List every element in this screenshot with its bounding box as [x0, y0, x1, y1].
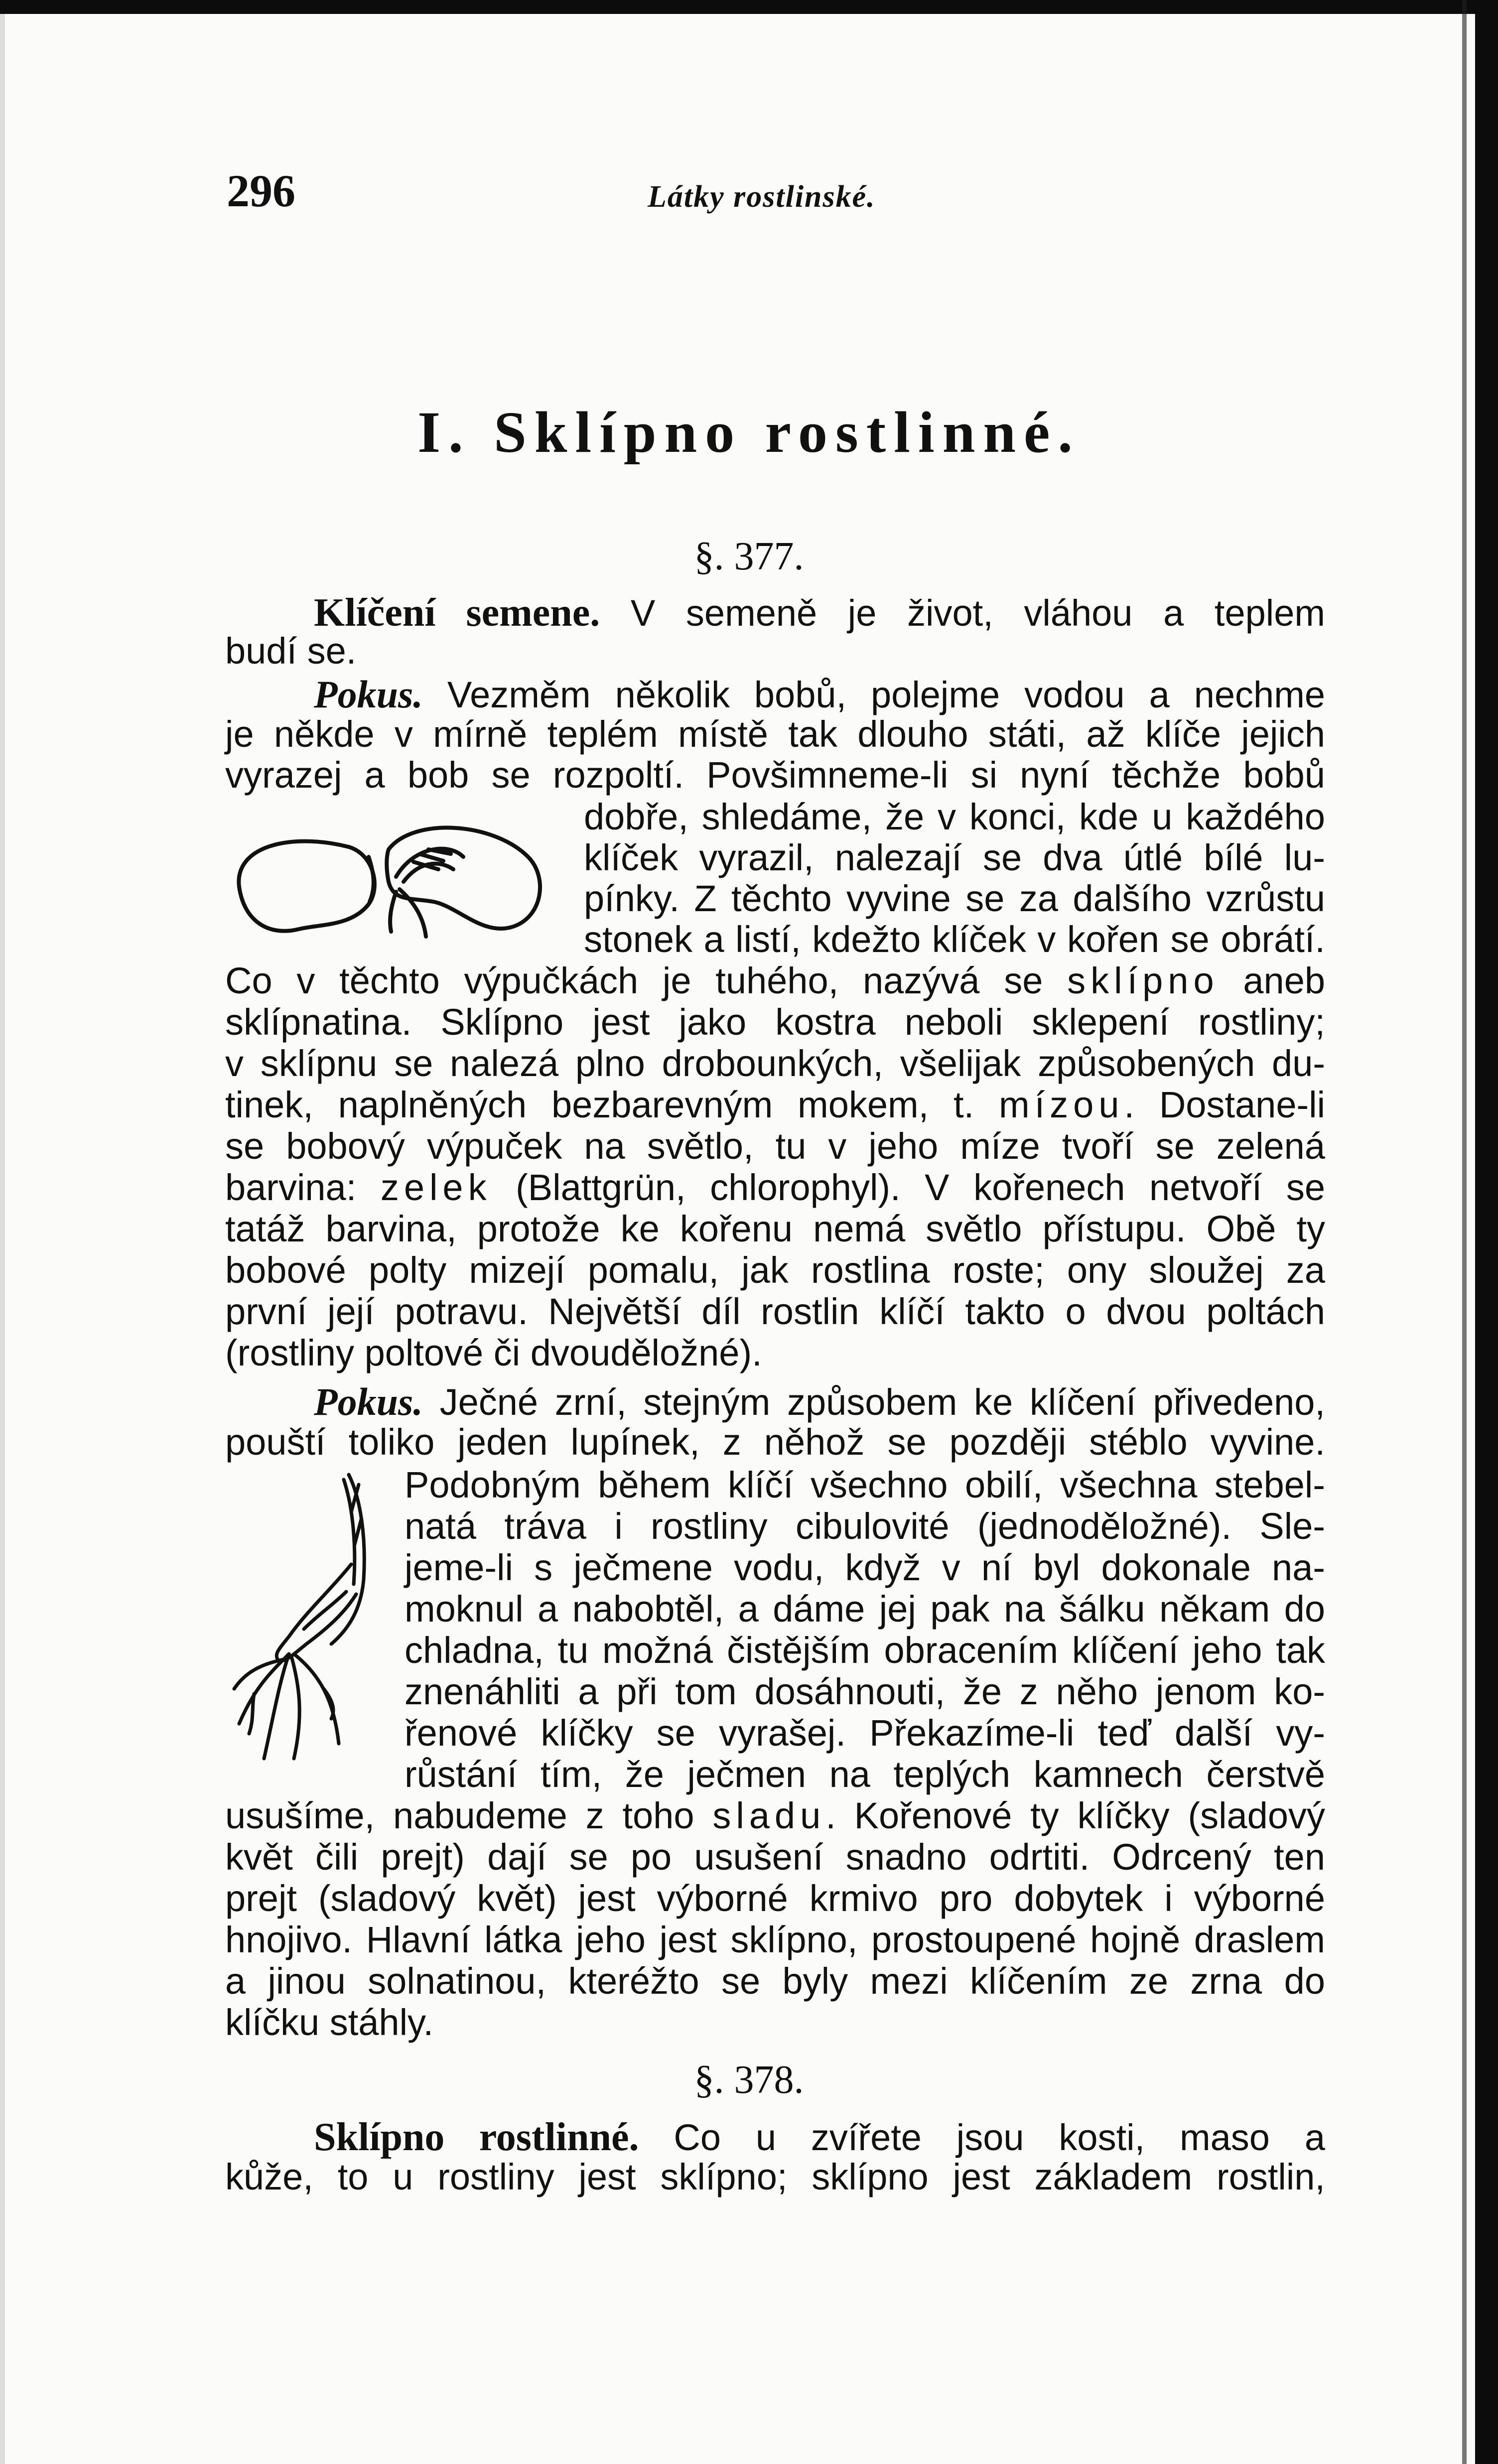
text-line: (rostliny poltové či dvouděložné).	[225, 1332, 762, 1373]
text-line: budí se.	[225, 630, 357, 672]
text-line: chladna, tu možná čistějším obracením klíčení jeho tak	[405, 1630, 1325, 1671]
text-line: kůže, to u rostliny jest sklípno; sklípno jest základem rostlin,	[225, 2156, 1325, 2197]
text-line: tinek, naplněných bezbarevným mokem, t. mízou. Dostane-li	[225, 1084, 1326, 1125]
chapter-title: I. Sklípno rostlinné.	[417, 400, 1081, 465]
text-line: tatáž barvina, protože ke kořenu nemá světlo přístupu. Obě ty	[225, 1208, 1325, 1249]
text-line: klíčku stáhly.	[225, 2002, 434, 2043]
text-line: Co v těchto výpučkách je tuhého, nazývá se sklípno aneb	[225, 960, 1326, 1001]
text-line: dobře, shledáme, že v konci, kde u každého	[584, 796, 1325, 837]
text-line: Pokus. Vezměm několik bobů, polejme vodou a nechme	[314, 673, 1325, 716]
text-line: je někde v mírně teplém místě tak dlouho státi, až klíče jejich	[225, 713, 1325, 755]
text-line: Sklípno rostlinné. Co u zvířete jsou kosti, maso a	[314, 2115, 1325, 2159]
text-line: Pokus. Ječné zrní, stejným způsobem ke klíčení přivedeno,	[314, 1380, 1325, 1423]
text-line: a jinou solnatinou, kteréžto se byly mezi klíčením ze zrna do	[225, 1960, 1325, 2002]
barley-seedling-figure	[224, 1465, 389, 1774]
term-sklipno: sklípno	[1067, 960, 1219, 1001]
text-line: klíček vyrazil, nalezají se dva útlé bílé lu-	[584, 837, 1325, 878]
text-line: hnojivo. Hlavní látka jeho jest sklípno, prostoupené hojně draslem	[225, 1919, 1325, 1960]
text-line: řenové klíčky se vyrašej. Překazíme-li teď další vy-	[405, 1712, 1325, 1754]
text-line: natá tráva i rostliny cibulovité (jednoděložné). Sle-	[405, 1506, 1325, 1547]
text-line: usušíme, nabudeme z toho sladu. Kořenové ty klíčky (sladový	[225, 1795, 1325, 1836]
text-line: Klíčení semene. V semeně je život, vláhou a teplem	[314, 591, 1325, 635]
text-line: květ čili prejt) dají se po usušení snadno odrtiti. Odrcený ten	[225, 1836, 1325, 1878]
section-number-377: §. 377.	[694, 535, 804, 578]
text-line: sklípnatina. Sklípno jest jako kostra neboli sklepení rostliny;	[225, 1001, 1325, 1043]
experiment-label: Pokus.	[314, 1380, 423, 1423]
text-line: vyrazej a bob se rozpoltí. Povšimneme-li si nyní těchže bobů	[225, 754, 1325, 796]
text-line: pínky. Z těchto vyvine se za dalšího vzrůstu	[584, 878, 1325, 919]
experiment-label: Pokus.	[314, 673, 423, 716]
text-line: v sklípnu se nalezá plno drobounkých, všelijak způsobených du-	[225, 1043, 1325, 1084]
bean-seedling-figure	[224, 802, 553, 952]
text-line: pouští toliko jeden lupínek, z něhož se později stéblo vyvine.	[225, 1421, 1325, 1463]
paragraph-heading: Sklípno rostlinné.	[314, 2115, 639, 2159]
text-line: znenáhliti a při tom dosáhnouti, že z něho jenom ko-	[405, 1671, 1325, 1712]
section-number-378: §. 378.	[694, 2058, 804, 2102]
text-line: stonek a listí, kdežto klíček v kořen se obrátí.	[584, 919, 1325, 960]
text-line: první její potravu. Největší díl rostlin klíčí takto o dvou poltách	[225, 1291, 1325, 1332]
text-line: barvina: zelek (Blattgrün, chlorophyl). V kořenech netvoří se	[225, 1167, 1325, 1208]
text-line: moknul a nabobtěl, a dáme jej pak na šálku někam do	[405, 1588, 1325, 1630]
term-miza: mízou	[998, 1084, 1124, 1125]
paragraph-heading: Klíčení semene.	[314, 591, 600, 635]
text-line: jeme-li s ječmene vodu, když v ní byl dokonale na-	[405, 1547, 1325, 1588]
term-slad: sladu	[712, 1795, 826, 1836]
text-line: se bobový výpuček na světlo, tu v jeho míze tvoří se zelená	[225, 1125, 1325, 1167]
term-zelek: zelek	[380, 1167, 492, 1208]
scan-edge-top	[0, 0, 1498, 14]
page-number: 296	[227, 165, 295, 216]
text-line: prejt (sladový květ) jest výborné krmivo pro dobytek i výborné	[225, 1878, 1325, 1919]
text-line: růstání tím, že ječmen na teplých kamnech čerstvě	[405, 1754, 1325, 1795]
running-title: Látky rostlinské.	[648, 180, 876, 214]
text-line: Podobným během klíčí všechno obilí, všechna stebel-	[405, 1464, 1325, 1506]
text-line: bobové polty mizejí pomalu, jak rostlina roste; ony sloužej za	[225, 1249, 1325, 1291]
